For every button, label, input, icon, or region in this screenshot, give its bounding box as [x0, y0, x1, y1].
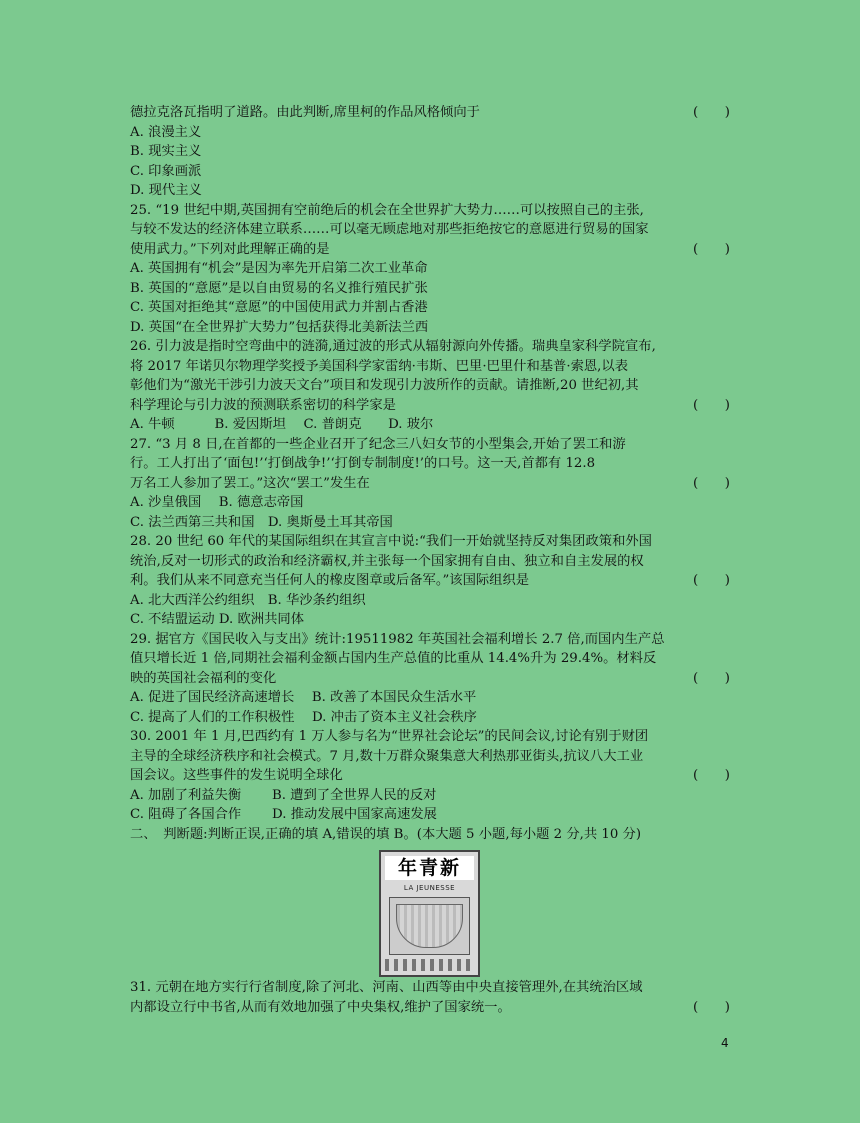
answer-parentheses: ( ): [693, 573, 730, 588]
answer-parentheses: ( ): [693, 670, 730, 686]
answer-parentheses: ( ): [693, 105, 730, 120]
line-text: A. 牛顿 B. 爱因斯坦 C. 普朗克 D. 玻尔: [130, 417, 434, 432]
poster-subtitle: LA JEUNESSE: [403, 884, 456, 892]
text-line: [130, 998, 730, 1018]
text-line: [130, 532, 730, 552]
line-text: 映的英国社会福利的变化: [130, 670, 277, 686]
line-text: A. 加剧了利益失衡 B. 遭到了全世界人民的反对: [130, 787, 437, 803]
answer-parentheses: ( ): [693, 999, 730, 1015]
text-line: [130, 240, 730, 260]
line-text: B. 现实主义: [130, 144, 202, 159]
line-text: 主导的全球经济秩序和社会模式。7 月,数十万群众聚集意大利热那亚街头,抗议八大工业: [130, 748, 644, 764]
text-line: [130, 298, 730, 318]
text-line: [130, 259, 730, 279]
line-text: 内都设立行中书省,从而有效地加强了中央集权,维护了国家统一。: [130, 999, 511, 1015]
poster-footer-text-texture: [385, 959, 474, 971]
line-text: 统治,反对一切形式的政治和经济霸权,并主张每一个国家拥有自由、独立和自主发展的权: [130, 553, 644, 569]
page-number: 4: [721, 1036, 729, 1050]
line-text: C. 英国对拒绝其“意愿”的中国使用武力并割占香港: [130, 300, 428, 315]
text-line: [130, 162, 730, 182]
line-text: D. 英国“在全世界扩大势力”包括获得北美新法兰西: [130, 319, 429, 335]
text-line: [130, 474, 730, 494]
line-text: C. 不结盟运动 D. 欧洲共同体: [130, 612, 304, 627]
text-line: [130, 435, 730, 455]
text-line: [130, 493, 730, 513]
line-text: 29. 据官方《国民收入与支出》统计:19511982 年英国社会福利增长 2.7 倍,而国内生产总: [130, 631, 665, 647]
text-line: [130, 825, 730, 845]
document-body: [130, 103, 730, 844]
text-line: [130, 552, 730, 572]
text-line: [130, 357, 730, 377]
line-text: 国会议。这些事件的发生说明全球化: [130, 768, 343, 783]
answer-parentheses: ( ): [693, 397, 730, 413]
text-line: [130, 415, 730, 435]
line-text: C. 法兰西第三共和国 D. 奥斯曼土耳其帝国: [130, 514, 393, 530]
line-text: A. 英国拥有“机会”是因为率先开启第二次工业革命: [130, 261, 428, 276]
text-line: [130, 318, 730, 338]
text-line: [130, 630, 730, 650]
line-text: 行。工人打出了‘面包!’‘打倒战争!’‘打倒专制制度!’的口号。这一天,首都有 12.8: [130, 456, 596, 471]
line-text: B. 英国的“意愿”是以自由贸易的名义推行殖民扩张: [130, 280, 428, 296]
text-line: [130, 142, 730, 162]
document-body-continued: [130, 978, 730, 1017]
line-text: 31. 元朝在地方实行行省制度,除了河北、河南、山西等由中央直接管理外,在其统治区域: [130, 980, 643, 995]
text-line: [130, 376, 730, 396]
line-text: 30. 2001 年 1 月,巴西约有 1 万人参与名为“世界社会论坛”的民间会议,讨论有别于财团: [130, 729, 649, 744]
line-text: 万名工人参加了罢工。”这次“罢工”发生在: [130, 475, 370, 491]
answer-parentheses: ( ): [693, 768, 730, 783]
text-line: [130, 669, 730, 689]
line-text: 25. “19 世纪中期,英国拥有空前绝后的机会在全世界扩大势力……可以按照自己的主张,: [130, 202, 644, 218]
text-line: [130, 201, 730, 221]
text-line: [130, 123, 730, 143]
line-text: 28. 20 世纪 60 年代的某国际组织在其宣言中说:“我们一开始就坚持反对集团政策和外国: [130, 534, 652, 549]
line-text: A. 浪漫主义: [130, 124, 202, 140]
line-text: C. 提高了人们的工作积极性 D. 冲击了资本主义社会秩序: [130, 709, 477, 725]
text-line: [130, 396, 730, 416]
text-line: [130, 337, 730, 357]
text-line: [130, 220, 730, 240]
line-text: 27. “3 月 8 日,在首都的一些企业召开了纪念三八妇女节的小型集会,开始了罢工和游: [130, 436, 626, 452]
line-text: 彰他们为“激光干涉引力波天文台”项目和发现引力波所作的贡献。请推断,20 世纪初,其: [130, 378, 639, 393]
line-text: 26. 引力波是指时空弯曲中的涟漪,通过波的形式从辐射源向外传播。瑞典皇家科学院宣布,: [130, 339, 656, 354]
line-text: A. 沙皇俄国 B. 德意志帝国: [130, 495, 304, 510]
text-line: [130, 978, 730, 998]
line-text: 利。我们从来不同意充当任何人的橡皮图章或后备军。”该国际组织是: [130, 573, 530, 588]
line-text: A. 北大西洋公约组织 B. 华沙条约组织: [130, 592, 366, 608]
text-line: [130, 786, 730, 806]
line-text: 科学理论与引力波的预测联系密切的科学家是: [130, 397, 396, 413]
text-line: [130, 727, 730, 747]
text-line: [130, 766, 730, 786]
text-line: [130, 513, 730, 533]
line-text: 使用武力。”下列对此理解正确的是: [130, 241, 330, 257]
text-line: [130, 454, 730, 474]
text-line: [130, 805, 730, 825]
text-line: [130, 688, 730, 708]
line-text: C. 印象画派: [130, 163, 202, 179]
line-text: 与较不发达的经济体建立联系……可以毫无顾虑地对那些拒绝按它的意愿进行贸易的国家: [130, 222, 649, 237]
text-line: [130, 649, 730, 669]
answer-parentheses: ( ): [693, 241, 730, 257]
text-line: [130, 181, 730, 201]
text-line: [130, 610, 730, 630]
line-text: 德拉克洛瓦指明了道路。由此判断,席里柯的作品风格倾向于: [130, 105, 480, 120]
line-text: C. 阻碍了各国合作 D. 推动发展中国家高速发展: [130, 807, 437, 822]
text-line: [130, 708, 730, 728]
text-line: [130, 103, 730, 123]
text-line: [130, 747, 730, 767]
line-text: D. 现代主义: [130, 183, 202, 198]
poster-frame-illustration: [389, 897, 470, 955]
text-line: [130, 279, 730, 299]
line-text: A. 促进了国民经济高速增长 B. 改善了本国民众生活水平: [130, 690, 477, 705]
text-line: [130, 591, 730, 611]
answer-parentheses: ( ): [693, 475, 730, 491]
poster-title: 年青新: [385, 856, 474, 880]
line-text: 将 2017 年诺贝尔物理学奖授予美国科学家雷纳·韦斯、巴里·巴里什和基普·索恩,以表: [130, 358, 628, 374]
line-text: 值只增长近 1 倍,同期社会福利金额占国内生产总值的比重从 14.4%升为 29.4%。材料反: [130, 651, 657, 666]
text-line: [130, 571, 730, 591]
line-text: 二、 判断题:判断正误,正确的填 A,错误的填 B。(本大题 5 小题,每小题 2 分,共 10 分): [130, 826, 642, 842]
la-jeunesse-magazine-cover-image: [379, 850, 480, 977]
